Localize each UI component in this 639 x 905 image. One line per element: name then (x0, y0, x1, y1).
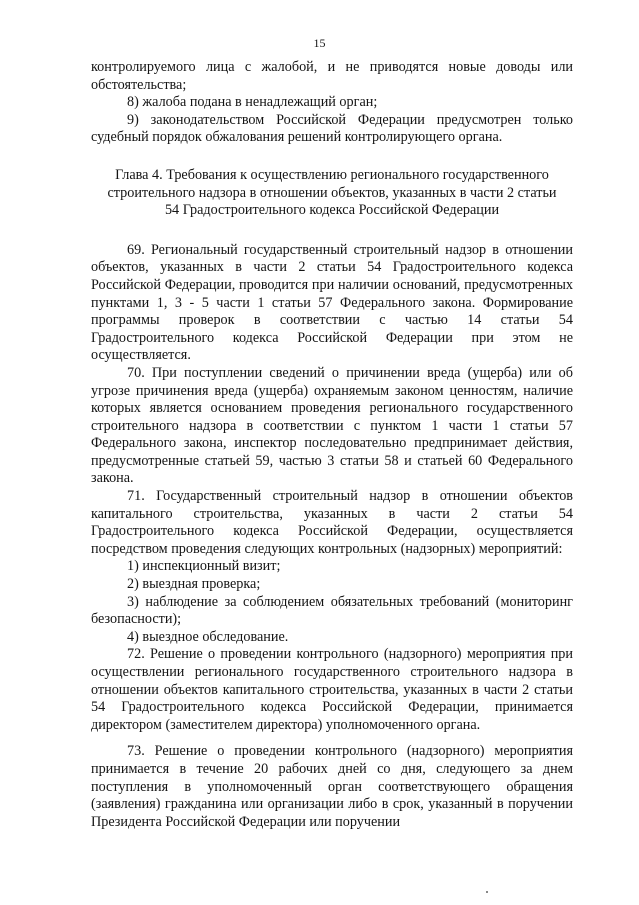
page-number: 15 (313, 36, 326, 50)
paragraph: 4) выездное обследование. (127, 628, 289, 645)
paragraph: 72. Решение о проведении контрольного (надзорного) мероприятия при осуществлении регионального государственного строительного надзора в отношении объектов капитального строительства, указанных в части 2 статьи 54 Градостроительного кодекса Российской Федерации, принимается директором (заместителем директора) уполномоченного органа. (91, 646, 573, 733)
chapter-heading: Глава 4. Требования к осуществлению регионального государственного строительного надзора в отношении объектов, указанных в части 2 статьи 54 Градостроительного кодекса Российской Федерации (107, 166, 557, 219)
paragraph: 2) выездная проверка; (127, 576, 261, 593)
paragraph-spacer (91, 734, 573, 743)
document-body (91, 59, 573, 831)
paragraph: 73. Решение о проведении контрольного (надзорного) мероприятия принимается в течение 20 рабочих дней со дня, следующего за днем поступления в уполномоченный орган соответствующего обращения (заявления) гражданина или организации либо в срок, указанный в поручении Президента Российской Федерации или поручении (91, 743, 573, 830)
scan-speck (486, 891, 488, 893)
paragraph: 1) инспекционный визит; (127, 558, 281, 575)
paragraph: 70. При поступлении сведений о причинении вреда (ущерба) или об угрозе причинения вреда (ущерба) охраняемым законом ценностям, наличие которых является основанием проведения регионального государственного строительного надзора в соответствии с пунктом 1 части 1 статьи 57 Федерального закона, инспектор последовательно предпринимает действия, предусмотренные статьей 59, частью 3 статьи 58 и статьей 60 Федерального закона. (91, 364, 573, 487)
paragraph: 8) жалоба подана в ненадлежащий орган; (127, 94, 378, 111)
paragraph: 3) наблюдение за соблюдением обязательных требований (мониторинг безопасности); (91, 593, 573, 628)
paragraph-continuation: контролируемого лица с жалобой, и не приводятся новые доводы или обстоятельства; (91, 59, 573, 93)
paragraph: 9) законодательством Российской Федерации предусмотрен только судебный порядок обжалования решений контролирующего органа. (91, 111, 573, 146)
paragraph: 71. Государственный строительный надзор в отношении объектов капитального строительства, указанных в части 2 статьи 54 Градостроительного кодекса Российской Федерации, осуществляется посредством проведения следующих контрольных (надзорных) мероприятий: (91, 488, 573, 557)
paragraph: 69. Региональный государственный строительный надзор в отношении объектов, указанных в части 2 статьи 54 Градостроительного кодекса Российской Федерации, проводится при наличии оснований, предусмотренных пунктами 1, 3 - 5 части 1 статьи 57 Федерального закона. Формирование программы проверок в соответствии с частью 14 статьи 54 Градостроительного кодекса Российской Федерации при этом не осуществляется. (91, 241, 573, 364)
